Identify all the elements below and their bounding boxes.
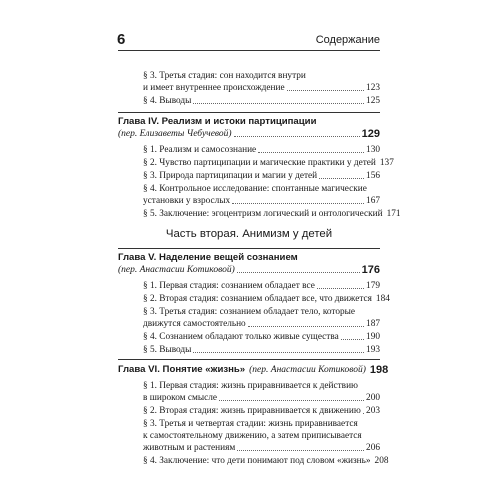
toc-entry	[143, 405, 380, 417]
leader-dots	[363, 413, 364, 414]
leader-dots	[193, 352, 364, 353]
section-rule	[118, 359, 380, 360]
toc-entry	[143, 195, 380, 207]
toc-page-number: 123	[366, 83, 380, 93]
chapter-translator: (пер. Елизаветы Чебучевой)	[118, 129, 232, 139]
toc-page-number: 208	[374, 456, 389, 466]
toc-entry	[143, 442, 380, 454]
chapter-page-number: 129	[361, 128, 380, 140]
toc-page-number: 203	[366, 406, 380, 416]
leader-dots	[232, 203, 364, 204]
toc-entry	[143, 455, 389, 467]
toc-entry	[143, 344, 380, 356]
toc-page-number: 190	[366, 332, 380, 342]
section-rule	[118, 248, 380, 249]
toc-page-number: 193	[366, 345, 380, 355]
toc-entry	[143, 318, 380, 330]
leader-dots	[193, 103, 364, 104]
toc-entry-text: § 1. Первая стадия: жизнь приравнивается к действию	[143, 381, 358, 391]
leader-dots	[234, 136, 360, 137]
toc-page-number: 184	[375, 294, 390, 304]
toc-entry-text: и имеет внутреннее происхождение	[143, 83, 285, 93]
section-rule	[118, 112, 380, 113]
toc-page-number: 156	[366, 171, 380, 181]
toc-entry-text: животным и растениям	[143, 443, 236, 453]
leader-dots	[219, 400, 364, 401]
toc-entry-text: установки у взрослых	[143, 196, 231, 206]
toc-entry-text: в широком смысле	[143, 393, 218, 403]
toc-entry-text: § 2. Вторая стадия: жизнь приравнивается к движению	[143, 406, 361, 416]
toc-entry-text: к самостоятельному движению, а затем приписывается	[143, 431, 362, 441]
chapter-title-line	[118, 364, 389, 376]
toc-entry-text: § 4. Заключение: что дети понимают под словом «жизнь»	[143, 456, 371, 466]
toc-page-number: 137	[379, 158, 394, 168]
toc-entry	[143, 331, 380, 343]
chapter-translator: (пер. Анастасии Котиковой)	[118, 265, 235, 275]
chapter-translator-line	[118, 264, 380, 276]
toc-entry	[143, 157, 394, 169]
toc-entry-text: § 4. Выводы	[143, 96, 192, 106]
toc-page-number: 200	[366, 393, 380, 403]
leader-dots	[317, 288, 364, 289]
toc-entry-text: § 1. Реализм и самосознание	[143, 145, 257, 155]
leader-dots	[237, 272, 360, 273]
toc-entry-text: § 3. Природа партиципации и магии у детей	[143, 171, 318, 181]
toc-entry-text: § 3. Третья стадия: сон находится внутри	[143, 71, 306, 81]
toc-entry-text: § 3. Третья и четвертая стадии: жизнь приравнивается	[143, 419, 358, 429]
running-title: Содержание	[315, 34, 380, 46]
leader-dots	[341, 339, 364, 340]
toc-page-number: 167	[366, 196, 380, 206]
toc-page-number: 171	[386, 209, 401, 219]
chapter-translator: (пер. Анастасии Котиковой)	[249, 365, 366, 375]
leader-dots	[319, 178, 364, 179]
chapter-title: Глава V. Наделение вещей сознанием	[118, 252, 298, 263]
toc-page-number: 187	[366, 319, 380, 329]
toc-entry	[143, 95, 380, 107]
toc-entry-text: движутся самостоятельно	[143, 319, 246, 329]
chapter-page-number: 176	[361, 264, 380, 276]
page-number: 6	[117, 31, 126, 48]
chapter-translator-line	[118, 128, 380, 140]
toc-entry-text: § 2. Чувство партиципации и магические практики у детей	[143, 158, 376, 168]
leader-dots	[237, 450, 364, 451]
toc-entry-text: § 3. Третья стадия: сознанием обладает тело, которые	[143, 307, 356, 317]
chapter-page-number: 198	[369, 364, 389, 376]
part-title: Часть вторая. Анимизм у детей	[165, 228, 333, 240]
toc-entry-text: § 5. Выводы	[143, 345, 192, 355]
toc-entry-text: § 5. Заключение: эгоцентризм логический и онтологический	[143, 209, 383, 219]
chapter-title: Глава VI. Понятие «жизнь»	[118, 364, 246, 375]
leader-dots	[248, 326, 364, 327]
toc-entry-text: § 4. Сознанием обладают только живые существа	[143, 332, 339, 342]
toc-entry-text: § 1. Первая стадия: сознанием обладает все	[143, 281, 315, 291]
toc-page-number: 125	[366, 96, 380, 106]
toc-page-number: 130	[366, 145, 380, 155]
header-rule	[118, 50, 380, 51]
toc-entry-text: § 4. Контрольное исследование: спонтанные магические	[143, 184, 367, 194]
toc-entry	[143, 208, 401, 220]
toc-entry	[143, 144, 380, 156]
toc-entry	[143, 82, 380, 94]
toc-page-number: 206	[366, 443, 380, 453]
leader-dots	[258, 152, 364, 153]
chapter-title: Глава IV. Реализм и истоки партиципации	[118, 116, 317, 127]
toc-entry	[143, 280, 380, 292]
toc-entry	[143, 293, 390, 305]
toc-entry-text: § 2. Вторая стадия: сознанием обладает все, что движется	[143, 294, 372, 304]
toc-entry	[143, 392, 380, 404]
toc-page-number: 179	[366, 281, 380, 291]
toc-entry	[143, 170, 380, 182]
leader-dots	[287, 90, 364, 91]
